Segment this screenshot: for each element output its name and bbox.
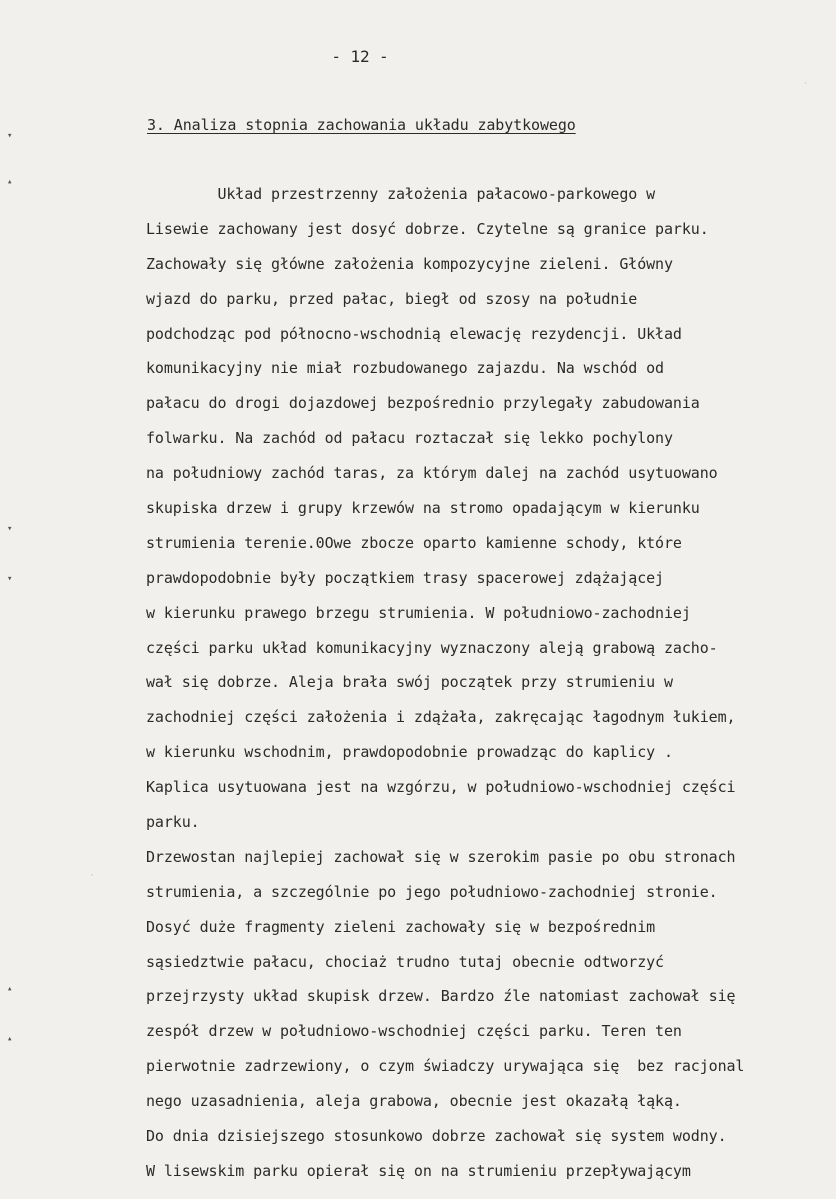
- margin-mark: ▴: [7, 177, 13, 187]
- text-line: w kierunku wschodnim, prawdopodobnie prowadząc do kaplicy .: [146, 743, 673, 762]
- text-line: folwarku. Na zachód od pałacu roztaczał się lekko pochylony: [146, 429, 673, 448]
- text-line: sąsiedztwie pałacu, chociaż trudno tutaj obecnie odtworzyć: [146, 952, 664, 971]
- text-line: przejrzysty układ skupisk drzew. Bardzo źle natomiast zachował się: [146, 987, 736, 1006]
- text-line: prawdopodobnie były początkiem trasy spacerowej zdążającej: [146, 568, 664, 587]
- text-line: zachodniej części założenia i zdążała, zakręcając łagodnym łukiem,: [146, 708, 736, 727]
- text-line: Kaplica usytuowana jest na wzgórzu, w południowo-wschodniej części: [146, 778, 736, 797]
- scan-dot: ·: [89, 870, 95, 881]
- text-line: zespół drzew w południowo-wschodniej części parku. Teren ten: [146, 1022, 682, 1041]
- text-line: strumienia terenie.0Owe zbocze oparto kamienne schody, które: [146, 533, 682, 552]
- text-line: parku.: [146, 813, 200, 832]
- margin-mark: ▾: [7, 574, 13, 584]
- text-line: podchodząc pod północno-wschodnią elewację rezydencji. Układ: [146, 324, 682, 343]
- text-line: skupiska drzew i grupy krzewów na stromo opadającym w kierunku: [146, 499, 700, 518]
- text-line: wjazd do parku, przed pałac, biegł od szosy na południe: [146, 289, 638, 308]
- text-line: komunikacyjny nie miał rozbudowanego zajazdu. Na wschód od: [146, 359, 664, 378]
- text-line: pałacu do drogi dojazdowej bezpośrednio przylegały zabudowania: [146, 394, 700, 413]
- text-line: nego uzasadnienia, aleja grabowa, obecnie jest okazałą łąką.: [146, 1092, 682, 1111]
- text-line: Dosyć duże fragmenty zieleni zachowały się w bezpośrednim: [146, 917, 656, 936]
- section-heading: 3. Analiza stopnia zachowania układu zabytkowego: [147, 116, 576, 134]
- text-line: Układ przestrzenny założenia pałacowo-parkowego w: [146, 185, 656, 203]
- text-line: Zachowały się główne założenia kompozycyjne zieleni. Główny: [146, 254, 673, 273]
- margin-mark: ▴: [7, 1034, 13, 1044]
- text-line: wał się dobrze. Aleja brała swój początek przy strumieniu w: [146, 673, 673, 692]
- text-line: na południowy zachód taras, za którym dalej na zachód usytuowano: [146, 464, 718, 483]
- page-number: - 12 -: [331, 47, 389, 66]
- text-line: pierwotnie zadrzewiony, o czym świadczy urywająca się bez racjonal: [146, 1057, 745, 1076]
- text-line: w kierunku prawego brzegu strumienia. W południowo-zachodniej: [146, 603, 691, 622]
- text-line: Lisewie zachowany jest dosyć dobrze. Czytelne są granice parku.: [146, 219, 709, 238]
- text-line: części parku układ komunikacyjny wyznaczony aleją grabową zacho-: [146, 638, 718, 657]
- margin-mark: ▴: [7, 984, 13, 994]
- margin-mark: ▾: [7, 131, 13, 141]
- text-line: Do dnia dzisiejszego stosunkowo dobrze zachował się system wodny.: [146, 1127, 727, 1146]
- text-line: W lisewskim parku opierał się on na strumieniu przepływającym: [146, 1161, 691, 1180]
- text-line: strumienia, a szczególnie po jego południowo-zachodniej stronie.: [146, 882, 718, 901]
- margin-mark: ▾: [7, 524, 13, 534]
- text-line: Drzewostan najlepiej zachował się w szerokim pasie po obu stronach: [146, 847, 736, 866]
- scan-dot: `: [803, 82, 809, 93]
- body-text: [146, 177, 826, 1189]
